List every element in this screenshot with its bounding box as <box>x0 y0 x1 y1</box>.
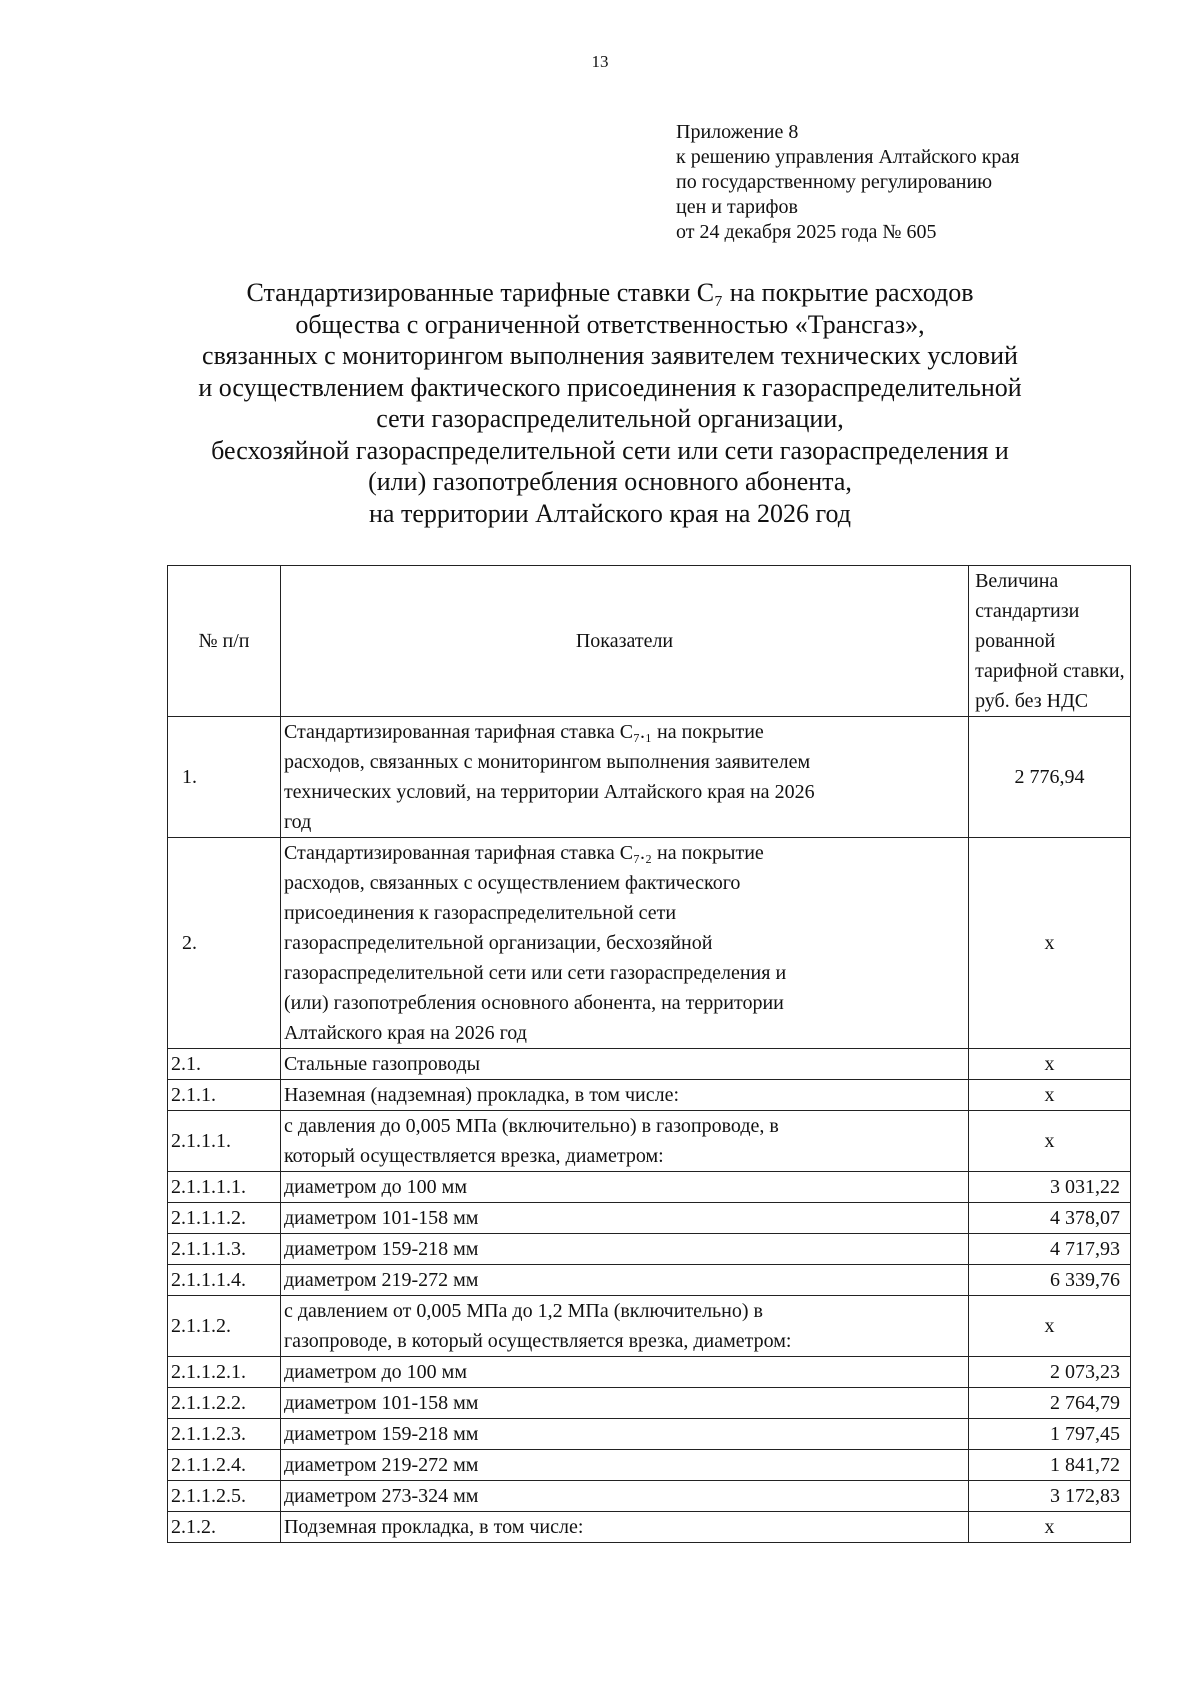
table-row <box>168 1049 1131 1080</box>
table-row <box>168 1357 1131 1388</box>
row-indicator-line: Стандартизированная тарифная ставка С₇.₁ на покрытие <box>283 721 764 743</box>
row-value: 4 717,93 <box>969 1234 1131 1265</box>
header-value-line: ставки, руб. <box>975 660 1125 712</box>
row-number: 2.1.1.2.4. <box>168 1450 281 1481</box>
row-value: x <box>969 1049 1131 1080</box>
row-indicator-line: газораспределительной организации, бесхозяйной <box>283 932 713 954</box>
row-value: 6 339,76 <box>969 1265 1131 1296</box>
row-indicator: Стальные газопроводы <box>280 1049 968 1080</box>
row-indicator-line: газопроводе, в который осуществляется врезка, диаметром: <box>283 1330 792 1352</box>
row-indicator-line: с давлением от 0,005 МПа до 1,2 МПа (включительно) в <box>283 1300 763 1322</box>
row-value: 3 172,83 <box>969 1481 1131 1512</box>
row-number: 2.1.1.1. <box>168 1111 281 1172</box>
header-value-line: Величина <box>975 570 1059 592</box>
appendix-line: Приложение 8 <box>676 121 799 143</box>
table-row <box>168 1203 1131 1234</box>
table-row <box>168 1481 1131 1512</box>
row-indicator: Подземная прокладка, в том числе: <box>280 1512 968 1543</box>
title-line: (или) газопотребления основного абонента, <box>368 467 852 496</box>
appendix-line: к решению управления Алтайского края <box>676 146 1020 168</box>
row-value: 4 378,07 <box>969 1203 1131 1234</box>
row-indicator-line: год <box>283 811 312 833</box>
row-value: 3 031,22 <box>969 1172 1131 1203</box>
row-indicator: диаметром 101-158 мм <box>280 1203 968 1234</box>
row-value: 1 841,72 <box>969 1450 1131 1481</box>
row-number: 2.1.2. <box>168 1512 281 1543</box>
row-indicator-line: технических условий, на территории Алтайского края на 2026 <box>283 781 815 803</box>
row-number: 2.1.1.1.2. <box>168 1203 281 1234</box>
row-indicator: диаметром до 100 мм <box>280 1172 968 1203</box>
table-row <box>168 1172 1131 1203</box>
appendix-line: цен и тарифов <box>676 196 798 218</box>
row-indicator-line: расходов, связанных с мониторингом выполнения заявителем <box>283 751 811 773</box>
title-line: Стандартизированные тарифные ставки С₇ на покрытие расходов <box>246 278 974 307</box>
row-value: x <box>969 1080 1131 1111</box>
table-row <box>168 1265 1131 1296</box>
table-row <box>168 838 1131 1049</box>
row-indicator: диаметром 219-272 мм <box>280 1450 968 1481</box>
table-row <box>168 1296 1131 1357</box>
row-indicator-line: присоединения к газораспределительной сети <box>283 902 677 924</box>
row-value: x <box>969 1296 1131 1357</box>
title-line: и осуществлением фактического присоединения к газораспределительной <box>198 372 1022 402</box>
appendix-line: по государственному регулированию <box>676 171 993 193</box>
header-number <box>168 566 281 717</box>
row-indicator-line: с давления до 0,005 МПа (включительно) в газопроводе, в <box>283 1115 779 1137</box>
row-indicator: диаметром 101-158 мм <box>280 1388 968 1419</box>
row-value: 2 073,23 <box>969 1357 1131 1388</box>
row-indicator: диаметром 159-218 мм <box>280 1234 968 1265</box>
tariff-table <box>167 565 1131 1543</box>
table-row <box>168 1512 1131 1543</box>
title-line: сети газораспределительной организации, <box>376 404 844 433</box>
row-value: 1 797,45 <box>969 1419 1131 1450</box>
row-indicator-line: который осуществляется врезка, диаметром: <box>283 1145 664 1167</box>
table-row <box>168 1111 1131 1172</box>
title-line: на территории Алтайского края на 2026 год <box>369 498 851 528</box>
document-title <box>140 277 1080 529</box>
appendix-block <box>676 120 1020 245</box>
row-number: 2.1.1.1.1. <box>168 1172 281 1203</box>
row-indicator: диаметром 219-272 мм <box>280 1265 968 1296</box>
row-value: x <box>969 1111 1131 1172</box>
row-indicator-line: Стандартизированная тарифная ставка С₇.₂ на покрытие <box>283 842 764 864</box>
header-value-line: стандартизи <box>975 600 1080 622</box>
row-number: 2.1.1.1.3. <box>168 1234 281 1265</box>
row-value: 2 776,94 <box>969 717 1131 838</box>
row-number: 2.1.1.2.5. <box>168 1481 281 1512</box>
header-number-line: п/п <box>222 630 250 652</box>
row-number: 2.1. <box>168 1049 281 1080</box>
row-number: 2.1.1.1.4. <box>168 1265 281 1296</box>
table-row <box>168 1419 1131 1450</box>
header-indicator: Показатели <box>280 566 968 717</box>
row-value: 2 764,79 <box>969 1388 1131 1419</box>
table-row <box>168 1450 1131 1481</box>
table-row <box>168 717 1131 838</box>
header-value-line: рованной <box>975 630 1056 652</box>
row-number: 2.1.1.2.2. <box>168 1388 281 1419</box>
row-indicator-line: расходов, связанных с осуществлением фактического <box>283 872 741 894</box>
table-row <box>168 1234 1131 1265</box>
header-value <box>969 566 1131 717</box>
row-indicator <box>280 838 968 1049</box>
row-indicator: Наземная (надземная) прокладка, в том числе: <box>280 1080 968 1111</box>
title-line: бесхозяйной газораспределительной сети или сети газораспределения и <box>211 435 1009 465</box>
row-number: 2.1.1.2. <box>168 1296 281 1357</box>
row-number: 2.1.1.2.3. <box>168 1419 281 1450</box>
row-indicator <box>280 1296 968 1357</box>
appendix-line: от 24 декабря 2025 года № 605 <box>676 221 937 243</box>
title-line: общества с ограниченной ответственностью «Трансгаз», <box>295 309 925 339</box>
row-indicator-line: (или) газопотребления основного абонента, на территории <box>283 992 784 1014</box>
row-number: 2.1.1.2.1. <box>168 1357 281 1388</box>
row-value: x <box>969 1512 1131 1543</box>
page-number: 13 <box>591 52 609 71</box>
row-indicator-line: газораспределительной сети или сети газораспределения и <box>283 962 787 984</box>
row-indicator-line: Алтайского края на 2026 год <box>283 1022 527 1044</box>
row-number: 2. <box>168 838 281 1049</box>
row-indicator: диаметром 273-324 мм <box>280 1481 968 1512</box>
row-value: x <box>969 838 1131 1049</box>
row-indicator: диаметром 159-218 мм <box>280 1419 968 1450</box>
table-row <box>168 1080 1131 1111</box>
header-value-line: тарифной <box>975 660 1058 682</box>
table-row <box>168 1388 1131 1419</box>
row-indicator: диаметром до 100 мм <box>280 1357 968 1388</box>
row-indicator <box>280 717 968 838</box>
title-line: связанных с мониторингом выполнения заявителем технических условий <box>202 341 1018 370</box>
row-indicator <box>280 1111 968 1172</box>
row-number: 2.1.1. <box>168 1080 281 1111</box>
row-number: 1. <box>168 717 281 838</box>
header-value-line: без НДС <box>1014 690 1089 712</box>
header-number-line: № <box>198 630 218 652</box>
table-header-row <box>168 566 1131 717</box>
